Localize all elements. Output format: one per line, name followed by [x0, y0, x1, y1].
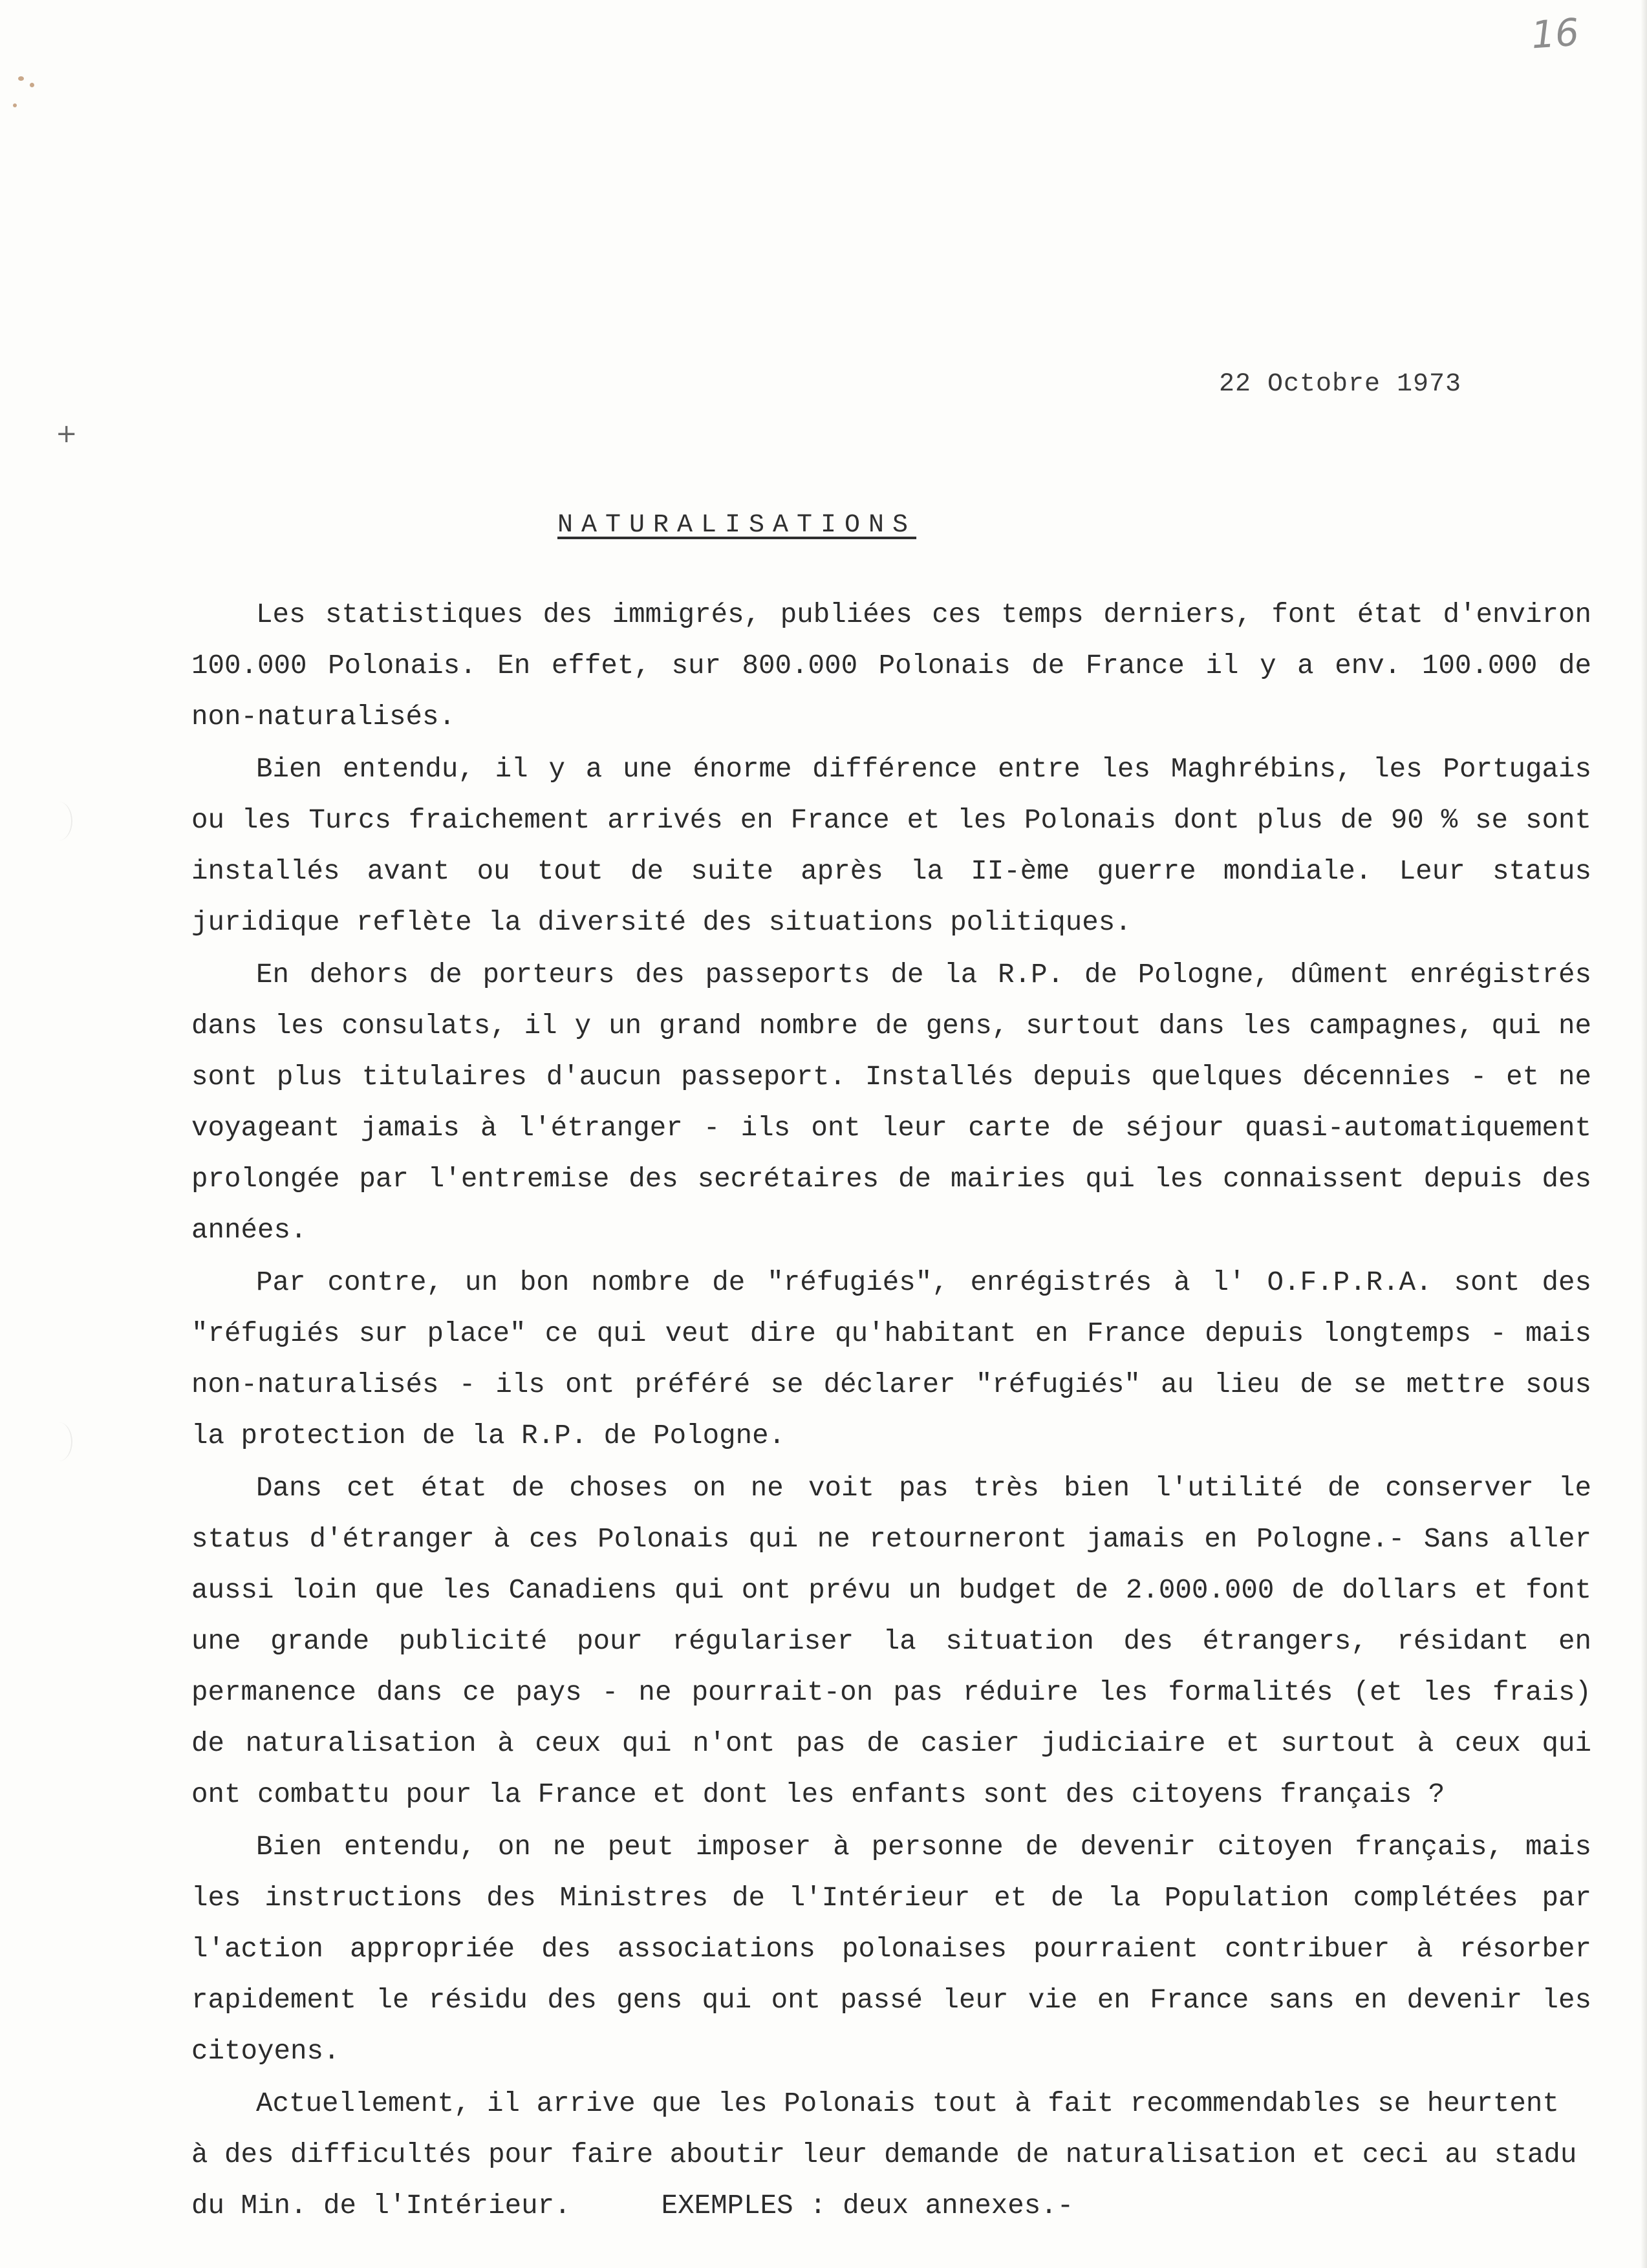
paper-speck — [18, 76, 24, 81]
paragraph: Dans cet état de choses on ne voit pas très bien l'utilité de conserver le status d'étranger à ces Polonais qui ne retourneront jamais en Pologne.- Sans aller aussi loin que les Canadiens qui ont prévu un budget de 2.000.000 de dollars et font une grande publicité pour régulariser la situation des étrangers, résidant en permanence dans ce pays - ne pourrait-on pas réduire les formalités (et les frais) de naturalisation à ceux qui n'ont pas de casier judiciaire et surtout à ceux qui ont combattu pour la France et dont les enfants sont des citoyens français ? — [191, 1473, 1591, 1810]
document-body — [191, 590, 1591, 2233]
paper-speck — [30, 83, 34, 87]
margin-mark: + — [56, 419, 78, 449]
punch-hole-shadow — [45, 802, 72, 840]
page-edge-shadow — [1641, 0, 1647, 2268]
paragraph: Par contre, un bon nombre de "réfugiés", enrégistrés à l' O.F.P.R.A. sont des "réfugiés sur place" ce qui veut dire qu'habitant en France depuis longtemps - mais non-naturalisés - ils ont préféré se déclarer "réfugiés" au lieu de se mettre sous la protection de la R.P. de Pologne. — [191, 1267, 1591, 1451]
paper-speck — [13, 103, 17, 107]
paragraph: Bien entendu, il y a une énorme différence entre les Maghrébins, les Portugais ou les Turcs fraichement arrivés en France et les Polonais dont plus de 90 % se sont installés avant ou tout de suite après la II-ème guerre mondiale. Leur status juridique reflète la diversité des situations politiques. — [191, 754, 1591, 938]
punch-hole-shadow — [45, 1422, 72, 1461]
paragraph-final — [191, 2079, 1591, 2232]
examples-note: EXEMPLES : deux annexes.- — [661, 2190, 1074, 2221]
handwritten-page-number: 16 — [1529, 10, 1581, 58]
paragraph: Bien entendu, on ne peut imposer à personne de devenir citoyen français, mais les instructions des Ministres de l'Intérieur et de la Population complétées par l'action appropriée des associations polonaises pourraient contribuer à résorber rapidement le résidu des gens qui ont passé leur vie en France sans en devenir les citoyens. — [191, 1832, 1591, 2067]
paragraph: En dehors de porteurs des passeports de la R.P. de Pologne, dûment enrégistrés dans les consulats, il y un grand nombre de gens, surtout dans les campagnes, qui ne sont plus titulaires d'aucun passeport. Installés depuis quelques décennies - et ne voyageant jamais à l'étranger - ils ont leur carte de séjour quasi-automatiquement prolongée par l'entremise des secrétaires de mairies qui les connaissent depuis des années. — [191, 959, 1591, 1246]
paragraph-final-text: Actuellement, il arrive que les Polonais tout à fait recommendables se heurtent à des difficultés pour faire aboutir leur demande de naturalisation et ceci au stadu du Min. de l'Intérieur. — [191, 2088, 1577, 2221]
letter-date: 22 Octobre 1973 — [1219, 370, 1462, 399]
document-title: NATURALISATIONS — [557, 511, 917, 540]
paragraph: Les statistiques des immigrés, publiées ces temps derniers, font état d'environ 100.000 Polonais. En effet, sur 800.000 Polonais de France il y a env. 100.000 de non-naturalisés. — [191, 599, 1591, 733]
